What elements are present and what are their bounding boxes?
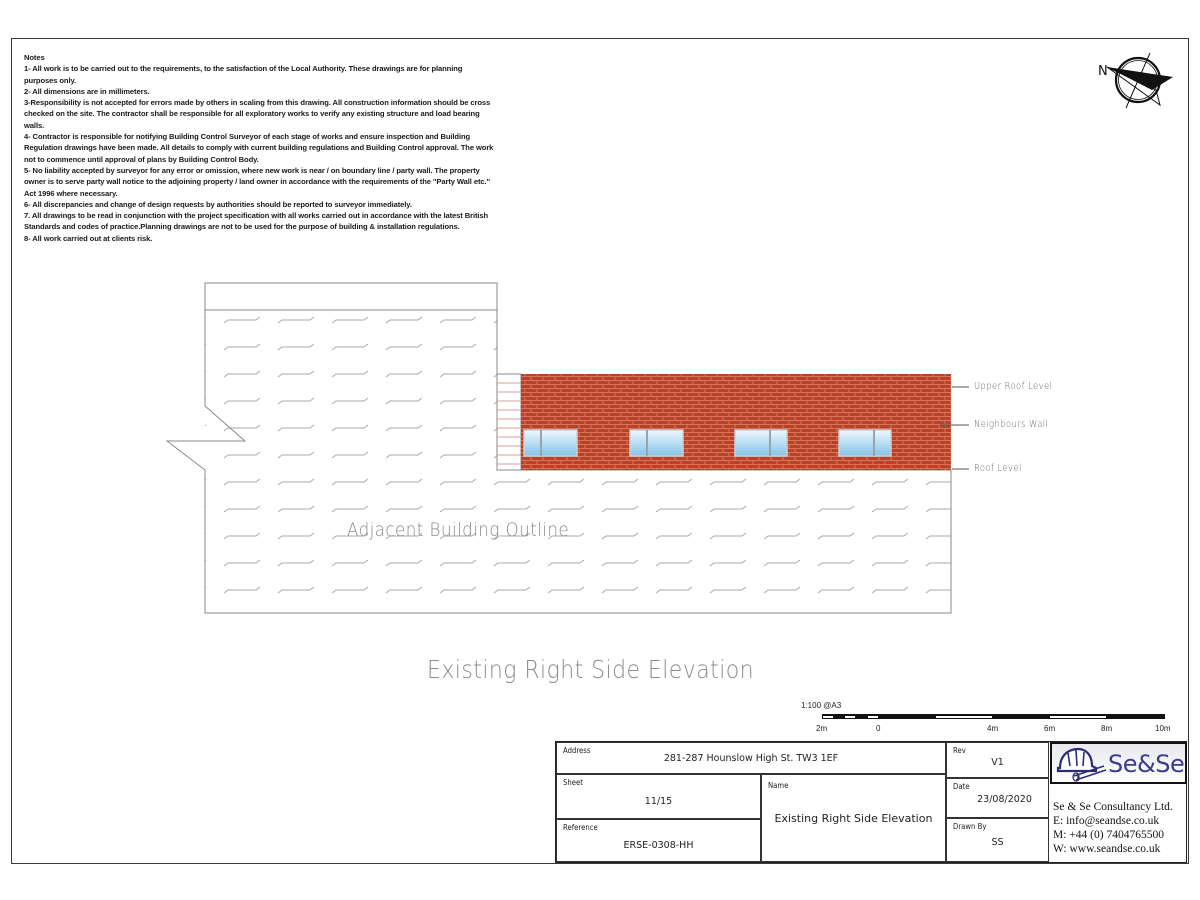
scale-tick: 10m — [1155, 724, 1171, 733]
upper-roof-level-label: Upper Roof Level — [974, 381, 1053, 392]
scale-tick: 2m — [816, 724, 828, 733]
drawn-by-cell — [946, 818, 1049, 862]
date-cell — [946, 778, 1049, 818]
compass-north-label: N — [1098, 64, 1108, 79]
window — [630, 430, 683, 456]
roof-level-label: Roof Level — [974, 463, 1022, 474]
note-item: 6- All discrepancies and change of design requests by authorities should be reported to surveyor immediately. — [24, 199, 412, 209]
scale-tick: 8m — [1101, 724, 1113, 733]
note-item: 4- Contractor is responsible for notifying Building Control Surveyor of each stage of works and ensure inspection and Building Regulation drawings have been made. All details to comply with current building regulations and Building Control approval. The work not to commence until approval of plans by Building Control Body. — [24, 132, 494, 164]
rev-label: Rev — [953, 746, 966, 755]
rev-value: V1 — [991, 757, 1004, 768]
sheet-label: Sheet — [563, 778, 583, 787]
note-item: 5- No liability accepted by surveyor for any error or omission, where new work is near / on boundary line / party wall. The property owner is to serve party wall notice to the adjoining property / land owner in accordance with the requirements of the "Party Wall etc." Act 1996 where necessary. — [24, 165, 491, 198]
name-cell — [761, 774, 946, 862]
drawn-by-value: SS — [991, 837, 1004, 848]
drawn-by-label: Drawn By — [953, 822, 987, 831]
logo-text: Se&Se — [1108, 750, 1185, 778]
note-item: 1- All work is to be carried out to the requirements, to the satisfaction of the Local Authority. These drawings are for planning purposes only. — [24, 64, 463, 85]
note-item: 8- All work carried out at clients risk. — [24, 233, 153, 243]
neighbours-wall-label: Neighbours Wall — [974, 419, 1049, 430]
address-value: 281-287 Hounslow High St. TW3 1EF — [663, 753, 839, 764]
window — [735, 430, 787, 456]
side-step-section — [497, 374, 521, 470]
company-mobile: M: +44 (0) 7404765500 — [1053, 829, 1164, 841]
company-web: W: www.seandse.co.uk — [1053, 843, 1161, 855]
date-value: 23/08/2020 — [977, 794, 1032, 805]
reference-label: Reference — [563, 823, 598, 832]
note-item: 3-Responsibility is not accepted for errors made by others in scaling from this drawing. All construction information should be cross checked on the site. The contractor shall be responsible for all exploratory works to verify any existing structure and load bearing walls. — [24, 98, 491, 130]
sheet-value: 11/15 — [644, 796, 673, 807]
company-logo — [1050, 742, 1187, 784]
notes-title: Notes — [24, 53, 45, 62]
adjacent-building-label: Adjacent Building Outline — [347, 519, 570, 541]
scale-caption: 1:100 @A3 — [801, 701, 842, 710]
name-value: Existing Right Side Elevation — [774, 812, 933, 825]
note-item: 2- All dimensions are in millimeters. — [24, 86, 150, 96]
rev-cell — [946, 742, 1049, 778]
scale-tick: 4m — [987, 724, 999, 733]
sheet-cell — [556, 774, 761, 819]
name-label: Name — [768, 781, 789, 790]
scale-bar — [822, 714, 1165, 719]
hard-hat-icon — [1056, 746, 1108, 782]
note-item: 7. All drawings to be read in conjunction with the project specification with all works carried out in accordance with the latest British Standards and codes of practice.Planning drawings are not to be used for the purpose of building & installation regulations. — [24, 211, 489, 232]
company-name: Se & Se Consultancy Ltd. — [1053, 801, 1173, 813]
scale-tick: 0 — [876, 724, 881, 733]
view-title: Existing Right Side Elevation — [427, 655, 755, 684]
title-block — [555, 741, 1187, 863]
reference-value: ERSE-0308-HH — [623, 840, 694, 851]
scale-tick: 6m — [1044, 724, 1056, 733]
reference-cell — [556, 819, 761, 862]
date-label: Date — [953, 782, 970, 791]
company-info — [1053, 800, 1188, 856]
window — [524, 430, 577, 456]
address-label: Address — [563, 746, 591, 755]
window — [839, 430, 891, 456]
company-email: E: info@seandse.co.uk — [1053, 815, 1160, 827]
address-cell — [556, 742, 946, 774]
